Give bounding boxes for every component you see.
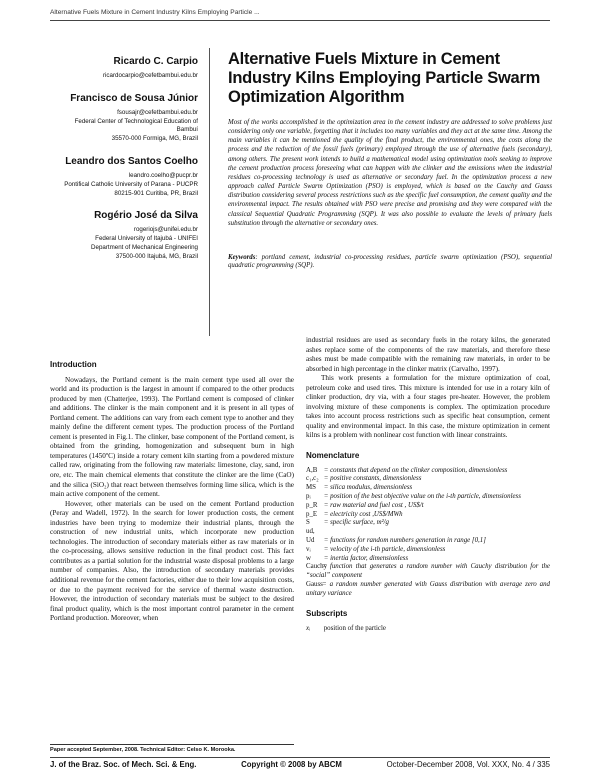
author-email: leandro.coelho@pucpr.br [128,171,198,179]
nomenclature-desc: = position of the best objective value on the i-th particle, dimensionless [323,492,521,500]
nomenclature-desc: = positive constants, dimensionless [323,475,422,483]
nomenclature-symbol: S [306,519,310,527]
author-name: Ricardo C. Carpio [113,56,198,67]
nomenclature-desc: = raw material and fuel cost , US$/t [323,501,424,509]
footnote-rule [50,744,294,745]
nomenclature-item [306,519,550,528]
author-block [50,56,198,274]
author-department: Department of Mechanical Engineering [91,243,198,251]
nomenclature-desc: = velocity of the i-th particle, dimensionless [323,545,446,553]
author-name: Leandro dos Santos Coelho [65,155,198,167]
introduction-heading: Introduction [50,360,97,369]
nomenclature-item [306,546,550,555]
abstract: Most of the works accomplished in the optimization area in the cement industry are addressed to solve problems just considering only one variable, forgetting that it includes too many variables and they act at the same time. Among the main variables it can be mentioned the quality of the final product, the environmental ones, the costs along the process and the reduction of the fossil fuels (primary) employed through the use of alternative fuels (secondary), among others. The present work intends to build a mathematical model using optimization tools seeking to improve the cement production process foreseeing what can happen with the clinker and the emissions when the industrial residues co-processing technology is used as alternative or secondary fuel. In the optimization process a new approach called Particle Swarm Optimization (PSO) is employed, which is based on the Cauchy and Gauss distribution considering several process restrictions such as the specific fuel consumption, the cement quality and the environmental impact. The results obtained with PSO were precise and promising and they were compared with the classical Sequential Quadratic Programming (SQP). It was also possible to evaluate the levels of primary fuels substitution through the alternative or secondary ones. [228,119,552,227]
nomenclature-heading: Nomenclature [306,451,360,461]
issue-info: October-December 2008, Vol. XXX, No. 4 / 335 [386,760,550,769]
author-affiliation: Bambuí [176,126,198,134]
subscripts-heading: Subscripts [306,608,348,618]
nomenclature-symbol: p_E [306,510,318,518]
author-2 [50,93,198,144]
left-column [50,338,294,624]
nomenclature-symbol: c₁,c₂ [306,475,319,483]
nomenclature-item [306,563,550,581]
author-4 [50,210,198,261]
bottom-rule [50,757,550,758]
nomenclature-item [306,528,550,546]
author-email: ricardocarpio@cefetbambui.edu.br [102,72,198,79]
author-address: 37500-000 Itajubá, MG, Brazil [115,252,198,260]
journal-name: J. of the Braz. Soc. of Mech. Sci. & Eng. [50,760,197,769]
nomenclature-desc: = specific surface, m²/g [323,519,390,527]
nomenclature-symbol: A,B [306,466,318,474]
nomenclature-symbol: Cauchy [306,563,328,571]
author-email: fsousajr@cefetbambui.edu.br [117,108,198,116]
nomenclature-symbol: w [306,554,311,562]
nomenclature-item [306,493,550,502]
nomenclature-item [306,502,550,511]
nomenclature-item [306,467,550,476]
author-affiliation: Federal Center of Technological Education of [74,117,198,125]
author-name: Francisco de Sousa Júnior [70,92,198,104]
nomenclature-symbol: Gauss [306,580,323,588]
keywords-text: : portland cement, industrial co-processing residues, particle swarm optimization (PSO), sequential quadratic programming (SQP). [228,254,552,269]
running-head: Alternative Fuels Mixture in Cement Industry Kilns Employing Particle ... [50,9,260,16]
author-name: Rogério José da Silva [94,210,198,222]
subscript-symbol: xᵢ [306,625,311,633]
nomenclature-desc: = silica modulus, dimensionless [323,484,413,492]
vertical-divider [209,48,210,336]
nomenclature-item [306,581,550,599]
body-paragraph: This work presents a formulation for the mixture optimization of coal, petroleum coke and used tires. This mixture is intended for use in a rotary kiln of clinker production, dry via, with a four stages pre-heater. However, the problem involving mixture of these components is complex. The optimization procedure takes into account process restrictions such as specific heat consumption, cement quality and environmental impact. In this case, the mixture optimization in cement kilns is a problem with nonlinear cost function with linear constraints. [306,374,550,440]
nomenclature-item [306,511,550,520]
nomenclature-item [306,484,550,493]
author-3 [50,156,198,198]
nomenclature-item [306,475,550,484]
nomenclature-desc: = a random number generated with Gauss distribution with average zero and unitary variance [306,580,550,597]
nomenclature-desc: = inertia factor, dimensionless [323,554,409,562]
author-address: 80215-901 Curitiba, PR, Brazil [114,189,198,197]
top-rule [50,20,550,21]
author-email: rogeriojs@unifei.edu.br [133,226,198,234]
nomenclature-list [306,467,550,599]
subscript-desc: position of the particle [323,625,386,633]
nomenclature-desc: = constants that depend on the clinker composition, dimensionless [323,466,508,474]
nomenclature-item [306,555,550,564]
copyright: Copyright © 2008 by ABCM [241,760,342,769]
nomenclature-symbol: MS [306,484,316,492]
body-paragraph: Nowadays, the Portland cement is the main cement type used all over the world and its production is the largest in amount if compared to the other products produced by men (Chatterjee, 1993). The Portland cement is composed of clinker and additions. The clinker is the main component and it is present in all types of Portland cement. The additions can vary from each cement type to another and they mainly define the different cement types. The production process of the Portland cement is presented in Fig.1. The clinker, base component of the Portland cement, is obtained from the grinding, homogenization and subsequent burn in high temperatures (1450ºC) inside a rotary cement kiln starting from a powdered mixture called raw, originating from the following raw materials: limestone, clay, sand, iron ore, etc. The main chemical elements that constitute the clinker are the lime (CaO) and the silica (SiO₂) that react between themselves forming lime silica, which is the main active component of the cement. [50,375,294,499]
subscript-item [306,624,550,634]
nomenclature-desc: = functions for random numbers generation in range [0,1] [323,536,486,544]
nomenclature-symbol: p_R [306,501,318,509]
author-affiliation: Federal University of Itajubá - UNIFEI [95,235,198,243]
keywords [228,254,552,269]
body-paragraph: However, other materials can be used on the cement Portland production (Peray and Wadell, 1972). In the search for lower production costs, the cement industries have been trying to modernize their industrial plants, through the construction of new industrial units, which incorporate new production technologies. The introduction of secondary materials either as raw materials or in the co-processing, allows sensitive reduction in the final product cost. This fact contributes as a partial solution for the industrial waste disposal problems to a large number of companies. Also, the introduction of secondary materials provides additional revenue for the cement factories, either due to their low acquisition costs, or due to the payment received for the service of thermal waste destruction. However, the introduction of secondary materials must be subject to the desired final product quality, which is the most important control parameter in the cement Portland production. Moreover, when [50,499,294,623]
paper-title: Alternative Fuels Mixture in Cement Industry Kilns Employing Particle Swarm Optimization Algorithm [228,50,541,106]
author-affiliation: Pontifical Catholic University of Parana - PUCPR [64,180,198,188]
footnote: Paper accepted September, 2008. Technical Editor: Celso K. Morooka. [50,747,236,753]
page-footer [50,760,550,769]
author-address: 35570-000 Formiga, MG, Brazil [111,135,198,143]
keywords-label: Keywords [228,254,256,261]
body-paragraph: industrial residues are used as secondary fuels in the rotary kilns, the generated ashes replace some of the components of the raw materials, and therefore these ashes must be made compatible with the remaining raw materials, in order to be absorbed in high percentage in the clinker matrix (Carvalho, 1997). [306,336,550,373]
author-1 [50,56,198,81]
nomenclature-symbol: ud, Ud [306,528,315,544]
nomenclature-symbol: pᵢ [306,492,311,500]
nomenclature-symbol: vᵢ [306,545,311,553]
nomenclature-desc: = electricity cost ,US$/MWh [323,510,403,518]
right-column [306,336,550,634]
nomenclature-desc: = function that generates a random number with Cauchy distribution for the “social” component [306,563,550,580]
